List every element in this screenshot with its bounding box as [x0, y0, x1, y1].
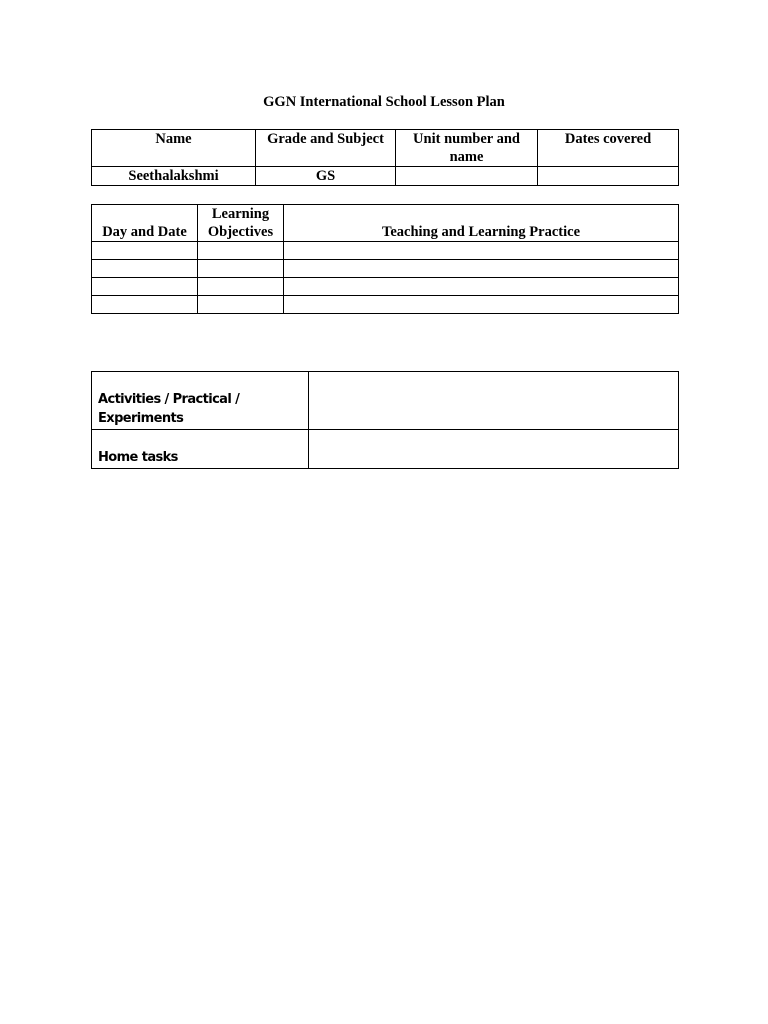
objectives-cell — [198, 242, 284, 260]
objectives-cell — [198, 260, 284, 278]
objectives-cell — [198, 296, 284, 314]
info-table-row — [92, 167, 679, 186]
header-name: Name — [92, 130, 256, 167]
home-tasks-value — [309, 430, 679, 469]
table-row — [92, 430, 679, 469]
header-grade-and-subject: Grade and Subject — [256, 130, 396, 167]
name-cell: Seethalakshmi — [92, 167, 256, 186]
practice-table-header-row — [92, 205, 679, 242]
table-row — [92, 278, 679, 296]
day-date-cell — [92, 296, 198, 314]
info-table — [91, 129, 679, 186]
document-title: GGN International School Lesson Plan — [263, 94, 505, 110]
day-date-cell — [92, 260, 198, 278]
practice-cell — [284, 278, 679, 296]
header-teaching-and-learning-practice: Teaching and Learning Practice — [284, 205, 679, 242]
practice-table — [91, 204, 679, 314]
activities-label: Activities / Practical / Experiments — [92, 372, 309, 430]
day-date-cell — [92, 278, 198, 296]
dates-cell — [538, 167, 679, 186]
table-row — [92, 242, 679, 260]
info-table-header-row — [92, 130, 679, 167]
grade-subject-cell: GS — [256, 167, 396, 186]
practice-cell — [284, 242, 679, 260]
header-dates-covered: Dates covered — [538, 130, 679, 167]
practice-cell — [284, 260, 679, 278]
day-date-cell — [92, 242, 198, 260]
tasks-table — [91, 371, 679, 469]
header-unit-number-and-name: Unit number and name — [396, 130, 538, 167]
home-tasks-label: Home tasks — [92, 430, 309, 469]
practice-cell — [284, 296, 679, 314]
header-day-and-date: Day and Date — [92, 205, 198, 242]
table-row — [92, 372, 679, 430]
table-row — [92, 296, 679, 314]
header-learning-objectives: Learning Objectives — [198, 205, 284, 242]
table-row — [92, 260, 679, 278]
unit-cell — [396, 167, 538, 186]
activities-value — [309, 372, 679, 430]
objectives-cell — [198, 278, 284, 296]
